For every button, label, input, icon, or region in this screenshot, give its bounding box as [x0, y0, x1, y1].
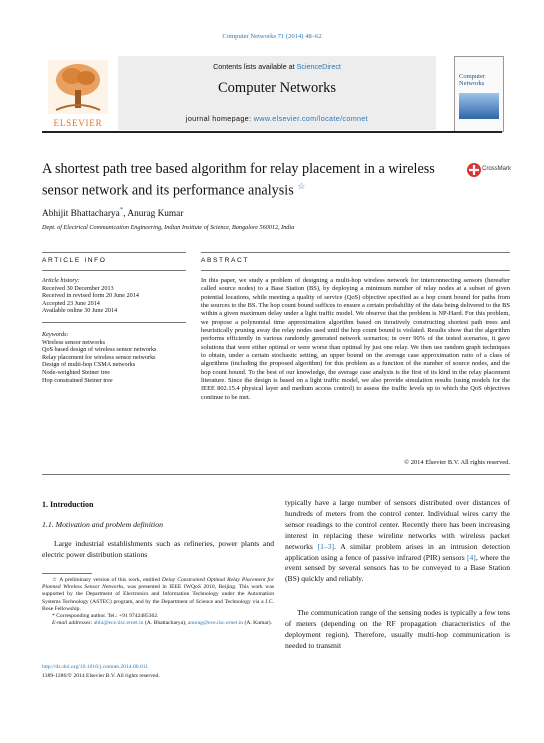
issn-line: 1389-1286/© 2014 Elsevier B.V. All rights reserved.	[42, 673, 160, 679]
footnote-preliminary: ☆ A preliminary version of this work, entitled Delay Constrained Optimal Relay Placement for Planned Wireless Sensor Networks, was presented in IEEE IWQoS 2010, Beijing. This work was supported by the Department of Electronics and Information Technology under the Automation Systems Technology (ASTEC) program, and by the Department of Science and Technology via a J.C. Bose Fellowship.	[42, 577, 275, 612]
tree-icon	[42, 56, 114, 118]
elsevier-wordmark: ELSEVIER	[53, 118, 103, 128]
homepage-link[interactable]: www.elsevier.com/locate/comnet	[253, 114, 369, 123]
contents-line: Contents lists available at ScienceDirect	[213, 62, 341, 71]
article-history	[42, 277, 186, 315]
citation-link[interactable]: [1–3]	[317, 541, 335, 551]
header-divider	[42, 131, 502, 133]
footnote-email: E-mail addresses: abhi@ece.iisc.ernet.in (A. Bhattacharya), anurag@ece.iisc.ernet.in (A. Kumar).	[52, 620, 272, 627]
email-link[interactable]: anurag@ece.iisc.ernet.in	[187, 620, 244, 627]
history-item: Received in revised form 20 June 2014	[42, 292, 139, 300]
doi-link[interactable]: http://dx.doi.org/10.1016/j.comnet.2014.06.011	[42, 664, 149, 670]
citation-link[interactable]: [4]	[466, 552, 476, 562]
article-title: A shortest path tree based algorithm for relay placement in a wireless sensor network and its performance analysis ☆	[42, 161, 435, 199]
elsevier-logo[interactable]	[42, 56, 114, 130]
abstract-bottom-rule	[42, 474, 510, 475]
crossmark-icon	[466, 162, 482, 178]
history-item: Available online 30 June 2014	[42, 307, 118, 315]
abstract-heading: ABSTRACT	[201, 257, 249, 264]
footnote-corresponding: * Corresponding author. Tel.: +91 9742485362.	[52, 613, 159, 620]
article-info-heading: ARTICLE INFO	[42, 257, 107, 264]
abstract-rule	[201, 270, 510, 271]
subsection-heading: 1.1. Motivation and problem definition	[42, 520, 163, 529]
article-info-rule	[42, 270, 186, 271]
keywords-list	[42, 331, 162, 384]
abstract-text: In this paper, we study a problem of designing a multi-hop wireless network for interconnecting sensors (hereafter called source nodes) to a Base Station (BS), by deploying a minimum number of relay nodes at a subset of given potential locations, while meeting a quality of service (QoS) objective specified as a hop count bound for paths from the sources to the BS. The hop count bound suffices to ensure a certain probability of the data being delivered to the BS within a given maximum delay under a light traffic model. We observe that the problem is NP-Hard. For this problem, we propose a polynomial time approximation algorithm based on iteratively constructing shortest path trees and heuristically pruning away the relay nodes used until the hop count bound is violated. Results show that the algorithm performs efficiently in various randomly generated network scenarios; in over 90% of the tested scenarios, it gave solutions that were either optimal or were worse than optimal by just one relay. We then use random graph techniques to obtain, under a certain stochastic setting, an upper bound on the average case approximation ratio of a class of algorithms (including the proposed algorithm) for this problem as a function of the number of source nodes, and the hop count bound. To the best of our knowledge, the average case analysis is the first of its kind in the relay placement literature. Since the design is based on a light traffic model, we also provide simulation results (using models for the IEEE 802.15.4 physical layer and medium access control) to assess the traffic levels up to which the QoS objectives continue to be met.	[201, 277, 510, 401]
affiliation: Dept. of Electrical Communication Engineering, Indian Institute of Science, Bangalore 560012, India	[42, 224, 295, 231]
sciencedirect-link[interactable]: ScienceDirect	[296, 62, 341, 71]
col2-paragraph-2: The communication range of the sensing nodes is typically a few tens of meters (depending on the RF propagation characteristics of the deployment region). Therefore, usually multi-hop communication is needed to transmit	[285, 608, 510, 650]
author-list: Abhijit Bhattacharya*, Anurag Kumar	[42, 206, 184, 220]
keyword-item: Node-weighted Steiner tree	[42, 368, 111, 376]
journal-cover-thumbnail[interactable]	[454, 56, 504, 132]
journal-homepage: journal homepage: www.elsevier.com/locate/comnet	[185, 114, 369, 123]
section-heading-introduction: 1. Introduction	[42, 500, 94, 509]
title-footnote-marker[interactable]: ☆	[297, 181, 306, 191]
journal-reference[interactable]: Computer Networks 71 (2014) 48–62	[222, 33, 322, 40]
cover-title: Computer Networks	[459, 73, 485, 87]
crossmark-label: CrossMark	[482, 166, 512, 172]
email-link[interactable]: abhi@ece.iisc.ernet.in	[93, 620, 144, 627]
footnotes	[42, 577, 274, 627]
author-name[interactable]: Anurag Kumar	[127, 209, 184, 220]
keyword-item: Wireless sensor networks	[42, 338, 105, 346]
history-item: Received 30 December 2013	[42, 284, 114, 292]
article-info-rule-top	[42, 252, 186, 253]
keyword-item: Design of multi-hop CSMA networks	[42, 361, 136, 369]
journal-header	[42, 56, 502, 130]
corresponding-author-marker[interactable]: *	[119, 206, 124, 214]
crossmark-badge[interactable]	[466, 158, 510, 182]
keywords-rule	[42, 322, 186, 323]
cover-graphic	[459, 93, 499, 119]
history-heading: Article history:	[42, 277, 80, 284]
abstract-copyright: © 2014 Elsevier B.V. All rights reserved.	[404, 459, 510, 466]
keyword-item: QoS based design of wireless sensor networks	[42, 346, 157, 354]
keyword-item: Relay placement for wireless sensor networks	[42, 353, 156, 361]
keyword-item: Hop constrained Steiner tree	[42, 376, 113, 384]
journal-title: Computer Networks	[218, 80, 336, 96]
journal-header-band	[118, 56, 436, 130]
col2-paragraph-1: typically have a large number of sensors distributed over distances of hundreds of meters from the control center. Individual wires carry the sensor readings to the control center. Recently there has been increasing interest in replacing these wireline networks with wireless packet networks [1–3]. A similar problem arises in an intrusion detection application using a fence of passive infrared (PIR) sensors [4], where the event sensed by several sensors has to be conveyed to a Base Station (BS) quickly and reliably.	[285, 498, 510, 584]
keywords-heading: Keywords:	[42, 331, 69, 338]
abstract-rule-top	[201, 252, 510, 253]
col1-paragraph: Large industrial establishments such as refineries, power plants and electric power distribution stations	[42, 539, 274, 559]
history-item: Accepted 23 June 2014	[42, 299, 100, 307]
footnote-rule	[42, 573, 92, 574]
author-name[interactable]: Abhijit Bhattacharya	[42, 209, 120, 220]
